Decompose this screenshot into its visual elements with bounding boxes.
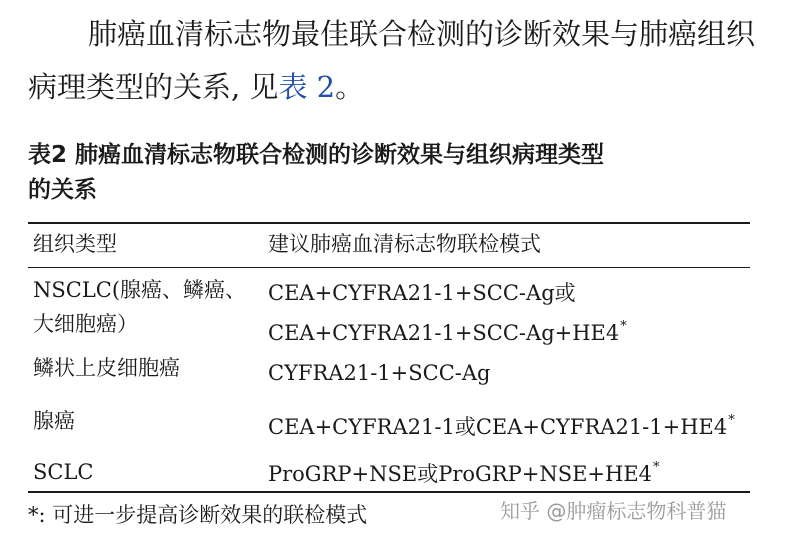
table-footnote: *: 可进一步提高诊断效果的联检模式 (28, 503, 368, 527)
row4-type: SCLC (33, 460, 94, 484)
row3-asterisk: * (728, 413, 735, 428)
paragraph-end: 。 (335, 70, 365, 104)
intro-paragraph (28, 8, 768, 114)
row1-type-line2: 大细胞癌） (33, 312, 138, 336)
table-top-rule (28, 222, 750, 224)
header-panel-mode: 建议肺癌血清标志物联检模式 (268, 232, 541, 256)
paragraph-text: 肺癌血清标志物最佳联合检测的诊断效果与肺癌组织病理类型的关系, 见 (28, 17, 756, 104)
row1-mode-line2 (268, 313, 627, 347)
row3-type: 腺癌 (33, 409, 75, 433)
table-header-rule (28, 267, 750, 268)
row4-mode-text: ProGRP+NSE或ProGRP+NSE+HE4 (268, 462, 653, 486)
caption-line-1: 表2 肺癌血清标志物联合检测的诊断效果与组织病理类型 (28, 142, 605, 168)
row2-mode: CYFRA21-1+SCC-Ag (268, 361, 491, 385)
row3-mode-text: CEA+CYFRA21-1或CEA+CYFRA21-1+HE4 (268, 415, 728, 439)
table-reference-link[interactable]: 表 2 (278, 70, 336, 104)
row1-mode-line1: CEA+CYFRA21-1+SCC-Ag或 (268, 281, 576, 305)
table-bottom-rule (28, 491, 750, 493)
row1-mode-line2-text: CEA+CYFRA21-1+SCC-Ag+HE4 (268, 321, 620, 345)
caption-line-2: 的关系 (28, 177, 97, 203)
row1-asterisk: * (620, 319, 627, 334)
header-tissue-type: 组织类型 (33, 232, 117, 256)
row1-type-line1: NSCLC(腺癌、鳞癌、 (33, 278, 247, 302)
table-caption (28, 138, 768, 208)
row3-mode (268, 407, 735, 441)
row4-asterisk: * (653, 460, 660, 475)
row2-type: 鳞状上皮细胞癌 (33, 356, 180, 380)
zhihu-watermark: 知乎 @肿瘤标志物科普猫 (500, 499, 727, 523)
row4-mode (268, 454, 660, 488)
